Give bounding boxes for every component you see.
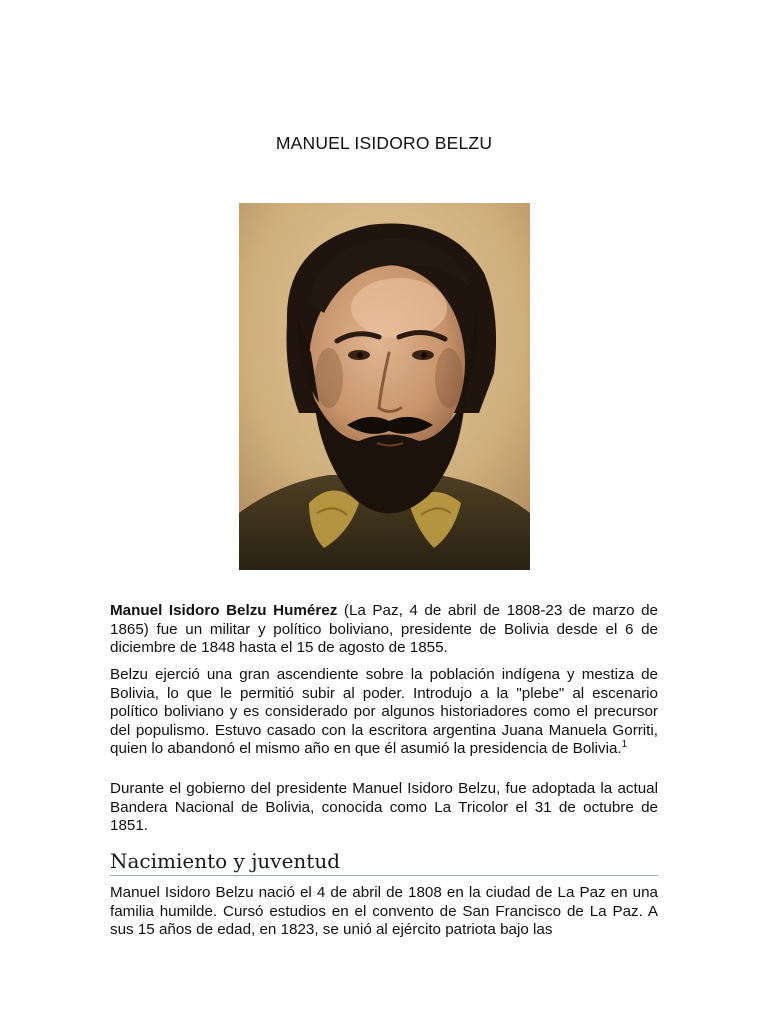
portrait-painting-icon — [239, 203, 530, 570]
section-heading: Nacimiento y juventud — [110, 849, 658, 876]
flag-paragraph: Durante el gobierno del presidente Manuel Isidoro Belzu, fue adoptada la actual Bandera Nacional de Bolivia, conocida como La Tricolor el 31 de octubre de 1851. — [110, 780, 658, 835]
intro-paragraph — [110, 602, 658, 658]
portrait-image — [239, 203, 530, 570]
section-paragraph: Manuel Isidoro Belzu nació el 4 de abril de 1808 en la ciudad de La Paz en una familia humilde. Cursó estudios en el convento de San Francisco de La Paz. A sus 15 años de edad, en 1823, se unió al ejército patriota bajo las — [110, 884, 658, 939]
document-title: MANUEL ISIDORO BELZU — [275, 133, 493, 153]
footnote-link[interactable]: 1 — [621, 739, 628, 751]
subject-name: Manuel Isidoro Belzu Humérez — [110, 602, 338, 619]
biography-text: Belzu ejerció una gran ascendiente sobre la población indígena y mestiza de Bolivia, lo que le permitió subir al poder. Introdujo a la "plebe" al escenario político boliviano y es considerado por algunos historiadores como el precursor del populismo. Estuvo casado con la escritora argentina Juana Manuela Gorriti, quien lo abandonó el mismo año en que él asumió la presidencia de Bolivia. — [110, 666, 658, 758]
intro-text: (La Paz, 4 de abril de 1808-23 de marzo de 1865) fue un militar y político boliviano, presidente de Bolivia desde el 6 de diciembre de 1848 hasta el 15 de agosto de 1855. — [110, 602, 658, 657]
biography-paragraph — [110, 666, 658, 759]
